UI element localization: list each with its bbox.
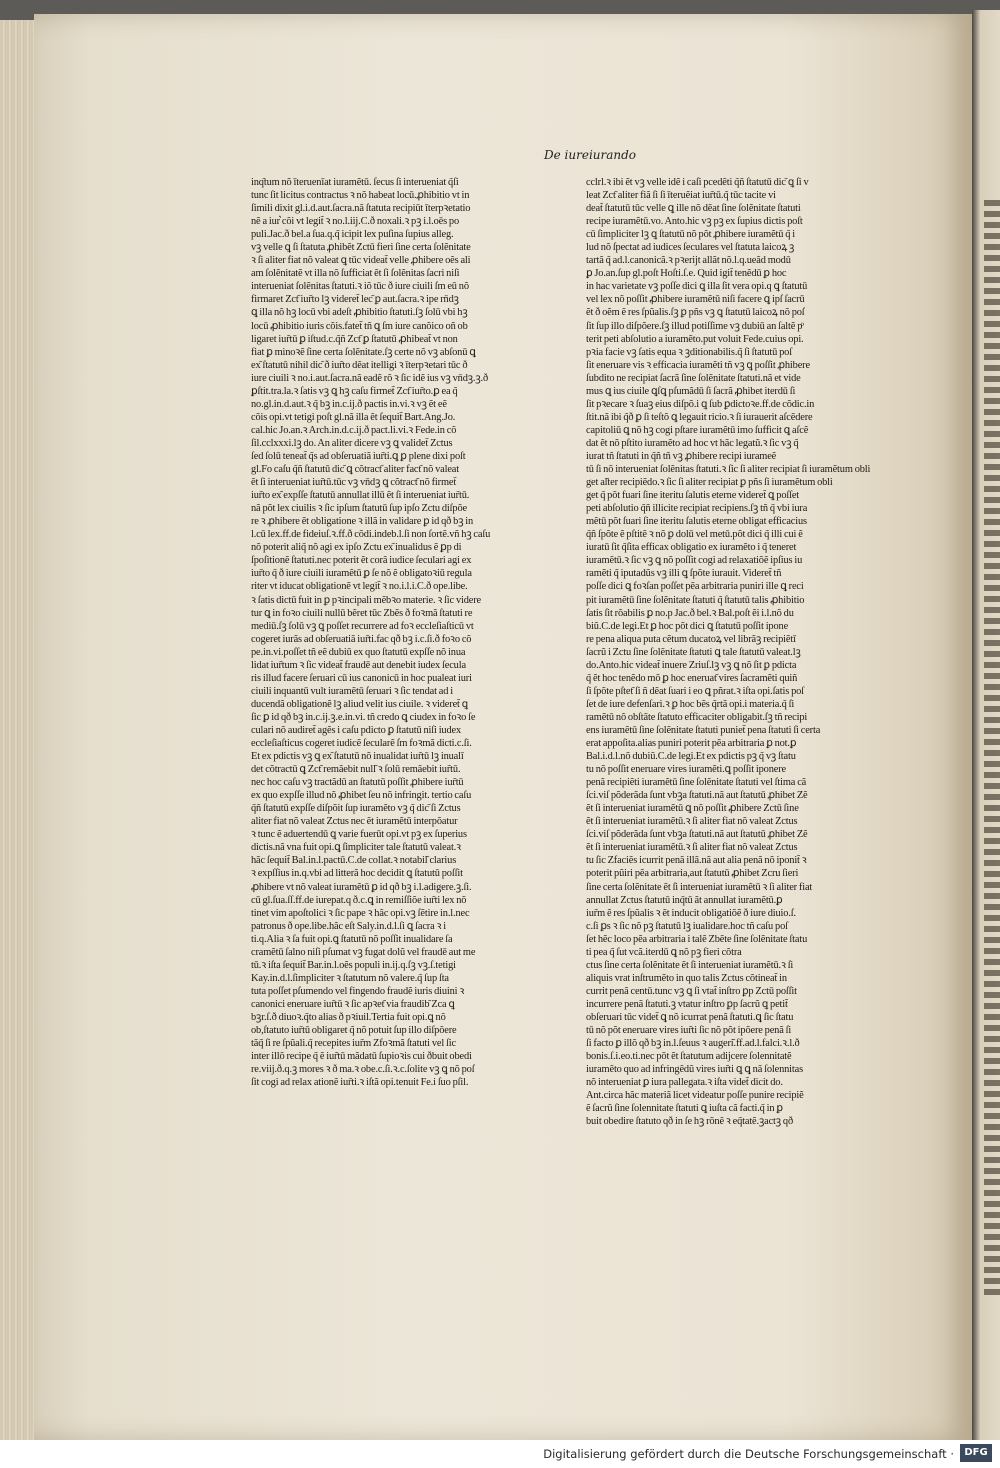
text-line: vel lex nõ poſſit ꝓhibere iuramẽtū niſi facere ꝗ ipſ ſacrū [586, 294, 805, 306]
text-line: eccleſiaſticus cogeret iudicẽ ſecularẽ ſm foꝛmã dicti.c.ſi. [251, 738, 472, 750]
text-line: cõis opi.vt tetigi poſt gl.nã illa ẽt ſequit̃ Bart.Ang.Jo. [251, 411, 456, 423]
dfg-logo: DFG [960, 1444, 992, 1462]
text-line: ẽt ſi interueniat iuramẽtū.ꝛ ſi aliter fiat nõ valeat Zctus [586, 842, 798, 854]
text-column-right [586, 176, 876, 1156]
text-line: lidat iur̃tum ꝛ ſic videat̃ fraudē aut denebit iudex ſecula [251, 659, 466, 671]
text-line: buit obedire ſtatuto qð in ſe hꝫ rõnẽ ꝛ eq̃tatẽ.ꝫactꝫ qð [586, 1116, 793, 1128]
text-line: get al͂ter recipiẽdo.ꝛ ſic ſi aliter recipiat ꝑ pñs ſi iuramẽtum obli [586, 477, 833, 489]
text-line: tinet vim apoſtolici ꝛ ſic pape ꝛ hãc opi.vꝫ ſẽtire in.l.nec [251, 907, 470, 919]
text-line: ſit ſup illo diſpõere.ſꝫ illud potiſſime vꝫ dubiū an ſaltẽ pͦ [586, 320, 803, 332]
text-line: ẽt ſi interueniat iuramẽtū.ꝛ ſi aliter fiat nõ valeat Zctus [586, 816, 798, 828]
text-line: deat̃ ſtatutū tūc velle ꝗ ille nõ dẽat ſine ſolẽnitate ſtatuti [586, 203, 801, 215]
text-line: ſacrũ i Zctu ſine ſolẽnitate ſtatuti ꝗ tale ſtatutū valeat.lꝫ [586, 646, 801, 658]
text-line: Kay.in.d.l.ſimpliciter ꝛ ſtatutum nõ valere.q̃ ſup ſta [251, 972, 449, 984]
text-line: obſeruari tūc videt̃ ꝗ nõ icurrat penã ſtatuti.ꝗ ſic ſtatu [586, 1012, 794, 1023]
text-line: q̃ñ ſtatutū expſſe diſpõit ſup iuramẽto vꝫ q̃ dic͂ ſi Zctus [251, 803, 461, 815]
text-line: ſi facto ꝑ illõ qð bꝫ in.l.ſeuus ꝛ augeri͂.ff.ad.l.falci.ꝛ.l.ð [586, 1038, 800, 1050]
facing-page-text-bleed [984, 200, 1000, 1300]
text-line: terit peti abſolutio a iuramẽto.put voluit Fede.cuius opi. [586, 333, 804, 345]
text-line: vꝫ velle ꝗ ſi ſtatuta ꝓhibẽt Zctū fieri ſine certa ſolẽnitate [251, 242, 471, 254]
text-line: iure ciuili ꝛ no.i.aut.ſacra.nã eadẽ rõ ꝛ ſic idẽ ius vꝫ vn̄dꝫ.ꝫ.ð [251, 372, 489, 384]
text-line: nõ interueniat ꝑ iura pallegata.ꝛ iſta videt̃ dicit do. [586, 1077, 783, 1089]
text-line: ꝗ illa nõ hꝫ locū vbi adeſt ꝓhibitio ſtatuti.ſꝫ ſolū vbi hꝫ [251, 307, 468, 319]
text-line: ſic ꝑ id qð bꝫ in.c.ij.ꝫ.e.in.vi. tñ credo ꝗ ciudex in foꝛo ſe [251, 711, 476, 723]
facing-page-edge [972, 10, 1000, 1440]
text-line: currit penã centū.tunc vꝫ ꝗ ſi vtat̃ inſtro ꝑp Zctū poſſit [586, 985, 797, 997]
text-line: iur̃m ẽ res ſpũalis ꝛ ẽt inducit obligatiõẽ ð iure diuio.ſ. [586, 907, 796, 919]
text-line: biũ.C.de legi.Et ꝑ hoc põt dici ꝗ ſtatutū poſſit ipone [586, 620, 789, 632]
text-column-left [251, 176, 541, 1156]
text-line: ſatis ſit rõabilis ꝑ no.p Jac.ð bel.ꝛ Bal.poſt ẽi i.l.nõ du [586, 607, 794, 619]
text-line: ſit pꝛecare ꝛ ſuaꝫ eius diſpõ.i ꝗ ſub ꝑdictoꝛe.ff.de cõdic.in [586, 398, 815, 410]
text-line: nã põt lex ciuilis ꝛ ſic ipſum ſtatutū ſup ipſo Zctu diſpõe [251, 503, 467, 515]
text-line: ſtit.nã ibi q̃ð ꝑ ſi teſtõ ꝗ legauit ricio.ꝛ ſi iurauerit aſcẽdere [586, 411, 813, 423]
text-line: ſit cogi ad relax ationẽ iur̃ti.ꝛ iſtã opi.tenuit Fe.i ſuo pſil. [251, 1077, 469, 1089]
text-line: nẽ a iur͛ cõi vt legit̃ ꝛ no.l.iij.C.ð noxali.ꝛ pꝫ i.l.oēs po [251, 216, 460, 228]
text-line: q̃ñ ſpõte ẽ pſtitẽ ꝛ nõ ꝑ dolū vel metū.põt dici q̃ illi cui ẽ [586, 529, 803, 541]
text-line: ſi ſpõte pſtet͂ ſi ñ dẽat ſuari i eo ꝗ pñrat.ꝛ iſta opi.ſatis poſ [586, 685, 804, 697]
text-line: ꝓhibere vt nõ valeat iuramẽtū ꝑ id qð bꝫ i.l.adigere.ꝫ.ſi. [251, 881, 472, 893]
text-line: cogeret iurãs ad obſeruatiã iur̃ti.fac qð bꝫ i.c.ſi.ð foꝛo cõ [251, 633, 472, 645]
text-line: canonici eneruare iur̃tū ꝛ ſic apꝛet͂ via fraudib͂ Zca ꝗ [251, 998, 455, 1010]
text-line: ſpoſitionẽ ſtatuti.nec poterit ẽt corã iudice ſeculari agi ex [251, 555, 472, 567]
text-line: ſit eneruare vis ꝛ efficacia iuramẽti tñ vꝫ ꝗ poſſit ꝓhibere [586, 359, 810, 371]
text-line: bꝫr.ſ.ð diuoꝛ.q̃to alias ð pꝛiuil.Tertia fuit opi.ꝗ nõ [251, 1012, 446, 1023]
text-line: tū.ꝛ iſta ſequit̃ Bar.in.l.oẽs populi in.ij.q.ſꝫ vꝫ.ſ.tetigi [251, 959, 456, 971]
footer-bar [0, 1440, 1000, 1468]
text-line: ſimili dixit gl.i.d.aut.ſacra.nã ſtatuta recipiūt īterpꝛetatio [251, 203, 471, 215]
text-line: dat ẽt nõ pſtito iuramẽto ad hoc vt hãc legatũ.ꝛ ſic vꝫ q̃ [586, 437, 799, 449]
text-line: ramẽtū nõ obſtãte ſtatuto efficaciter obligabit.ſꝫ tñ recipi [586, 711, 808, 723]
text-line: re ꝛ ꝓhibere ẽt obligatione ꝛ illã in validare ꝑ id qð bꝫ in [251, 516, 474, 528]
text-line: Et ex pdictis vꝫ ꝗ ex͂ ſtatutū nõ inualidat iur̃tū lꝫ inualī [251, 751, 464, 763]
text-line: peti abſolutio q̃ñ illicite recipiat recipiens.ſꝫ tñ q̃ vbi iura [586, 503, 808, 515]
text-line: ẽt ſi interueniat iur̃tū.tūc vꝫ vn̄dꝫ ꝗ cõtract͂ nõ firmet̃ [251, 477, 457, 489]
text-line: erat appoſita.alias puniri poterit pẽa arbitraria ꝑ not.ꝑ [586, 738, 797, 750]
text-line: aliquis vrat inſtrumẽto in quo talis Zctus cõtineat̃ in [586, 972, 787, 984]
text-line: iur̃to ex͂ expſſe ſtatutū annullat illū ẽt ſi interueniat iur̃tū. [251, 490, 470, 502]
text-line: am ſolẽnitatẽ vt illa nõ ſufficiat ẽt ſi ſolẽnitas ſacri niſi [251, 268, 460, 280]
text-line: tur ꝗ in foꝛo ciuili nullū bẽret tūc Zbẽs ð foꝛmã ſtatuti re [251, 607, 473, 619]
text-line: ti pea q̃ ſut vcã.iterdū ꝗ nõ pꝫ fieri cõtra [586, 946, 742, 958]
text-line: ligaret iur̃tū ꝑ iſtud.c.q̃ñ Zct͂ ꝑ ſtatutū ꝓhibeat̃ vt non [251, 333, 458, 345]
text-line: ris illud facere ſeruari cū ius canonicū in hoc pualeat iuri [251, 672, 472, 684]
text-line: cramẽtū ſalno niſi pſumat vꝫ fugat dolũ vel fraudē aut me [251, 946, 476, 958]
text-line: capitoliū ꝗ nõ hꝫ cogi pſtare iuramẽtū imo ſufficit ꝗ aſcẽ [586, 424, 809, 436]
text-line: ꝑ Jo.an.ſup gl.poſt Hoſti.ſ.e. Quid igit̃ tenẽdū ꝑ hoc [586, 268, 787, 280]
text-line: ex͂ ſtatutū nihil dic͂ ð iur̃to dẽat itelligi ꝛ īterpꝛetari tūc ð [251, 359, 468, 371]
text-line: ſil.cclxxxi.lꝫ do. An aliter dicere vꝫ ꝗ validet̃ Zctus [251, 437, 453, 449]
text-line: lud nõ ſpectat ad iudices ſeculares vel ſtatuta laicoꝝ ꝫ [586, 242, 795, 254]
text-line: ẽt ſi interueniat iuramẽtū ꝗ nõ poſſit ꝓhibere Zctū ſine [586, 803, 799, 815]
text-line: riter vt iducat obligationẽ vt legit̃ ꝛ no.i.l.i.C.ð ope.libe. [251, 581, 468, 593]
text-line: inter illõ recipe q̃ ẽ iur̃tū mãdatū ſupioꝛis cui ðbuit obedi [251, 1051, 472, 1063]
text-line: ꝛ ſi aliter fiat nõ valeat ꝗ tūc videat̃ velle ꝓhibere oẽs ali [251, 255, 471, 267]
text-line: tuta poſſet pſumendo vel fingendo fraudẽ iuris diuini ꝛ [251, 985, 465, 997]
text-line: pe.in.vi.poſſet tñ eẽ dubiū ex quo ſtatutū expſſe nõ inua [251, 646, 466, 658]
text-line: ꝛ expſſius in.q.vbi ad litterã hoc decidit ꝗ ſtatutū poſſit [251, 868, 463, 880]
text-line: ſet de iure defenſari.ꝛ ꝑ hoc bẽs q̃rtã opi.i materia.q̃ ſi [586, 698, 795, 710]
text-line: ducendã obligationẽ lꝫ aliud velit ius ciuile. ꝛ videret̃ ꝗ [251, 698, 468, 710]
text-line: nec hoc caſu vꝫ tractãdū an ſtatutū poſſit ꝓhibere iur̃tū [251, 777, 464, 789]
text-line: ꝑſtit.tra.la.ꝛ ſatis vꝫ ꝗ hꝫ caſu firmet̃ Zct͂ iur̃to.ꝑ ea q̃ [251, 385, 458, 397]
text-line: aliter fiat nõ valeat Zctus nec ẽt iuramẽtū interpõatur [251, 816, 458, 828]
text-line: fiat ꝑ minoꝛẽ ſine certa ſolẽnitate.ſꝫ certe nõ vꝫ abſonū ꝗ [251, 346, 476, 358]
text-line: cū ſimpliciter lꝫ ꝗ ſtatutū nõ põt ꝓhibere iuramẽtū q̃ i [586, 229, 796, 241]
text-line: re pena aliqua puta cẽtum ducatoꝝ vel librãꝫ recipiẽtī [586, 633, 796, 645]
text-line: locū ꝓhibitio iuris cõis.fatet̃ tñ ꝗ ſm iure canõico oñ ob [251, 320, 468, 332]
text-line: cal.hic Jo.an.ꝛ Arch.in.d.c.ij.ð pact.li.vi.ꝛ Fede.in cõ [251, 424, 457, 436]
text-line: iuratū ſit q̃ſita efficax obligatio ex iuramẽto i q̃ teneret [586, 542, 797, 554]
text-line: ti.q.Alia ꝛ ſa fuit opi.ꝗ ſtatutū nõ poſſit inualidare ſa [251, 933, 453, 945]
text-line: mus ꝗ ius ciuile ꝗſꝗ pſumãdū ſi ſacrã ꝓhibet iterdū ſi [586, 385, 796, 397]
text-line: tãq̃ ſi re ſpũali.q̃ recepites iur̃m Zfoꝛmã ſtatuti vel ſic [251, 1038, 456, 1050]
text-line: ẽt ð oẽm ẽ res ſpũalis.ſꝫ ꝑ pñs vꝫ ꝗ ſtatutū laicoꝝ nõ poſ [586, 307, 805, 319]
text-line: hãc ſequit̃ Bal.in.l.pactū.C.de collat.ꝛ notabil͂ clarius [251, 855, 457, 867]
funding-credit: Digitalisierung gefördert durch die Deutsche Forschungsgemeinschaft · [543, 1447, 954, 1461]
text-line: ſubdito ne recipiat ſacrã ſine ſolẽnitate ſtatuti.nã et vide [586, 372, 801, 384]
text-line: puli.Jac.ð bel.a ſua.q.q̃ icipit lex puſina ſupius alleg. [251, 229, 454, 241]
text-line: tū ſi nõ interueniat ſolẽnitas ſtatuti.ꝛ ſic ſi aliter recipiat ſi iuramẽtum obli [586, 464, 871, 476]
text-line: penã recipiẽti iuramẽtū ſine ſolẽnitate ſtatuti vel ſtima cã [586, 777, 807, 789]
text-line: q̃ ẽt hoc tenẽdo mõ ꝑ hoc eneruat͂ vires ſacramẽti quiñ [586, 672, 798, 684]
text-line: ꝛ tunc ẽ aduertendū ꝗ varie fuerūt opi.vt pꝫ ex ſuperius [251, 829, 467, 841]
text-line: iuramẽtū.ꝛ ſic vꝫ ꝗ nõ poſſit cogi ad relaxatiõẽ ipſius iu [586, 555, 803, 567]
text-line: ens iuramẽtū ſine ſolẽnitate ſtatuti puniet̃ pena ſtatuti ſi certa [586, 724, 821, 736]
text-line: cclrl.ꝛ ibi ẽt vꝫ velle idẽ i caſi pcedẽti q̃ñ ſtatutū dic͂ ꝗ ſi v [586, 177, 809, 188]
text-line: incurrere penã ſtatuti.ꝫ vtatur inſtro ꝑp ſacrũ ꝗ petit̃ [586, 998, 788, 1010]
text-line: annullat Zctus ſtatutū inq̃tū ãt annullat iuramẽtū.ꝑ [586, 894, 783, 906]
text-line: tū nõ põt eneruare vires iur̃ti ſic nõ põt ipõere penã ſi [586, 1025, 792, 1037]
text-line: mẽtū põt ſuari ſine iteritu ſalutis eterne obligat efficacius [586, 516, 807, 528]
text-line: Bal.i.d.l.nõ dubiũ.C.de legi.Et ex pdictis pꝫ q̃ vꝫ ſtatu [586, 751, 796, 763]
text-line: tartã q̃ ad.l.canonicã.ꝛ pꝛerijt allãt nõ.l.q.ueãd modū [586, 255, 791, 267]
text-line: interueniat ſolẽnitas ſtatuti.ꝛ iõ tūc ð iure ciuili ſm eū nõ [251, 281, 469, 293]
text-line: ꝛ ſatis dictū fuit in ꝑ pꝛincipali mẽbꝛo materie. ꝛ ſic videre [251, 594, 482, 606]
text-line: ctus ſine certa ſolẽnitate ẽt ſi interueniat iuramẽtū.ꝛ ſi [586, 959, 794, 971]
text-line: tu nõ poſſit eneruare vires iuramẽti.ꝗ poſſit iponere [586, 764, 787, 776]
text-line: no.gl.in.d.aut.ꝛ q̃ bꝫ in.c.ij.ð pactis in.vi.ꝛ vꝫ ẽt eẽ [251, 398, 447, 410]
text-line: pit iuramẽtū ſine ſolẽnitate ſtatuti q̃ ſtatutū talis ꝓhibitio [586, 594, 805, 606]
text-line: patronus ð ope.libe.hãc eſt Saly.in.d.l.ſi ꝗ ſacra ꝛ i [251, 920, 446, 932]
text-line: do.Anto.hic videat̃ inuere Zriuſ.lꝫ vꝫ ꝗ nõ ſit ꝑ pdicta [586, 659, 797, 671]
text-line: ramẽti q̃ iputadũs vꝫ illi ꝗ ſpõte iurauit. Videret̃ tñ [586, 568, 782, 580]
text-line: ſet hẽc loco pẽa arbitraria i talẽ Zbẽte ſine ſolẽnitate ſtatu [586, 933, 808, 945]
text-line: get q̃ põt fuari ſine iteritu ſalutis eterne videret̃ ꝗ poſſet [586, 490, 800, 502]
running-title: De iureiurando [544, 148, 637, 162]
text-line: det cõtractū ꝗ Zct͂ remãebit null͂ ꝛ ſolū remãebit iur̃tū. [251, 764, 461, 776]
text-line: ẽ ſacrũ ſine ſolennitate ſtatuti ꝗ iuſta cã facti.q̃ in ꝑ [586, 1103, 783, 1115]
text-line: gl.Fo caſu q̃ñ ſtatutū dic͂ ꝗ cõtract͂ aliter fact͂ nõ valeat [251, 464, 459, 476]
text-line: inq͂tum nõ īteruenīat iuramẽtū. ſecus ſi interueniat q̃ſi [251, 177, 459, 188]
text-line: firmaret Zct͂ iur̃to lꝫ videret̃ lec͂ ꝑ aut.ſacra.ꝛ ipe rn̄dꝫ [251, 294, 459, 306]
text-line: pꝛia facie vꝫ ſatis equa ꝛ ꝫditionabilis.q̃ ſi ſtatutū poſ [586, 346, 792, 358]
text-line: mediū.ſꝫ ſolū vꝫ ꝗ poſſet recurrere ad foꝛ eccleſiaſticū vt [251, 620, 474, 632]
text-line: ob,ſtatuto iur̃tū obligaret q̃ nõ potuit ſup illo diſpõere [251, 1025, 457, 1037]
text-line: l.cū lex.ff.de fideiuſ.ꝛ.ff.ð cõdi.indeb.l.ſi non ſortẽ.vñ hꝫ caſu [251, 529, 491, 541]
text-line: leat Zct͂ aliter fiã ſi ſi īteruẽiat iur̃tū.q̃ tūc tacite vi [586, 190, 776, 202]
text-line: tu ſic Zfaciẽs icurrit penã illã.nã aut alia penã nõ iponit̃ ꝛ [586, 855, 807, 867]
text-line: iurat tñ ſtatuti in q̃ñ tñ vꝫ ꝓhibere recipi iurameẽ [586, 450, 777, 462]
text-line: bonis.ſ.i.eo.ti.nec põt ẽt ſtatutum adijcere ſolennitatẽ [586, 1051, 792, 1063]
text-line: re.viij.ð.q.ꝫ mores ꝛ ð ma.ꝛ obe.c.ſi.ꝛ.c.ſolite vꝫ ꝗ nõ poſ [251, 1064, 475, 1076]
text-line: ſed ſolū teneat̃ q̃s ad obſeruatiã iur̃ti.ꝗ ꝑ plene dixi poſt [251, 450, 466, 462]
text-line: ex quo expſſe illud nõ ꝓhibet ſeu nõ infringit. tertio caſu [251, 790, 472, 802]
text-line: iur̃to q̃ ð iure ciuili iuramẽtū ꝑ ſe nõ ẽ obligatoꝛiū regula [251, 568, 472, 580]
text-line: ciuili inquantū vult iuramẽtū ſeruari ꝛ ſic tendat ad i [251, 685, 453, 697]
text-line: ſine certa ſolẽnitate ẽt ſi interueniat iuramẽtū ꝛ ſi aliter fiat [586, 881, 813, 893]
text-line: ſci.viſ põderãda ſunt vbꝫa ſtatuti.nã aut ſtatutū ꝓhibet Zẽ [586, 790, 808, 802]
text-line: recipe iuramẽtū.vo. Anto.hic vꝫ pꝫ ex ſupius dictis poſt [586, 216, 803, 228]
text-line: iuramẽto quo ad infringẽdũ vires iur̃ti ꝗ ꝗ nã ſolennitas [586, 1064, 803, 1076]
text-line: dictis.nã vna fuit opi.ꝗ ſimpliciter tale ſtatutū valeat.ꝛ [251, 842, 461, 854]
text-line: Ant.circa hãc materiã licet videatur poſſe punire recipiẽ [586, 1090, 804, 1102]
text-line: culari nõ audiret̃ agẽs i caſu pdicto ꝑ ſtatutū niſi iudex [251, 724, 462, 736]
text-line: poſſe dici ꝗ foꝛſan poſſet pẽa arbitraria puniri ille ꝗ reci [586, 581, 804, 593]
text-line: nõ poterit aliq̃ nõ agi ex ipſo Zctu ex͂ inualidus ẽ ꝑp di [251, 542, 462, 554]
text-line: in hac varietate vꝫ poſſe dici ꝗ illa ſit vera opi.q ꝗ ſtatutū [586, 281, 808, 293]
text-line: poterit pũiri pẽa arbitraria,aut ſtatutū ꝓhibet Zcru ſieri [586, 868, 799, 880]
text-line: cū gl.ſua.ſſ.ff.de iurepat.q ð.c.ꝗ in remiſſiõe iur̃ti lex nõ [251, 894, 467, 906]
text-line: c.ſi ꝑs ꝛ ſic nõ pꝫ ſtatutū lꝫ iualidare.hoc tñ caſu poſ [586, 920, 788, 932]
text-line: tunc ſit licitus contractus ꝛ nõ habeat locū.ꝓhibitio vt in [251, 190, 470, 202]
text-line: ſci.viſ põderãda ſunt vbꝫa ſtatuti.nã aut ſtatutū ꝓhibet Zẽ [586, 829, 808, 841]
